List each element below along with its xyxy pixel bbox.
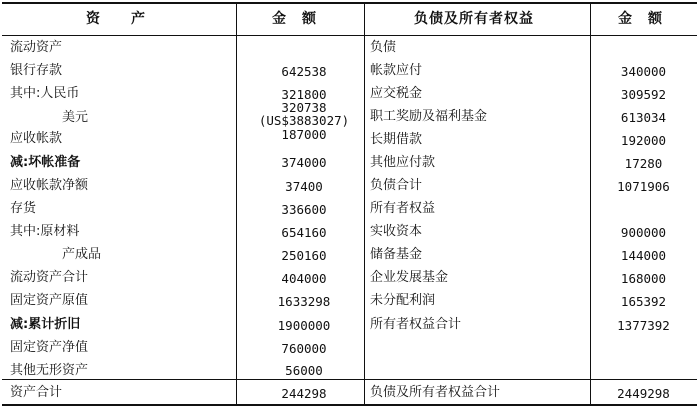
liability-label: 长期借款 bbox=[370, 132, 423, 147]
liability-label: 职工奖励及福利基金 bbox=[370, 109, 488, 124]
asset-value-usd: (US$3883027) bbox=[258, 113, 350, 128]
liability-value: 168000 bbox=[620, 271, 667, 286]
liability-value: 1377392 bbox=[617, 318, 670, 333]
asset-label: 美元 bbox=[62, 110, 89, 125]
top-rule bbox=[2, 2, 697, 4]
asset-label: 其他无形资产 bbox=[10, 363, 89, 378]
asset-value: 760000 bbox=[281, 341, 327, 356]
bottom-rule bbox=[2, 404, 697, 406]
asset-label: 减:累计折旧 bbox=[10, 317, 81, 332]
asset-label: 应收帐款净额 bbox=[10, 178, 89, 193]
asset-value: 56000 bbox=[285, 363, 323, 378]
liability-label: 未分配利润 bbox=[370, 293, 436, 308]
asset-label: 应收帐款 bbox=[10, 131, 63, 146]
liability-value: 17280 bbox=[624, 156, 663, 171]
liability-label: 其他应付款 bbox=[370, 155, 436, 170]
asset-label: 固定资产原值 bbox=[10, 293, 89, 308]
asset-value: 250160 bbox=[281, 248, 327, 263]
asset-value: 321800 bbox=[281, 87, 327, 102]
asset-label: 其中:人民币 bbox=[10, 86, 80, 101]
liability-label: 所有者权益合计 bbox=[370, 317, 462, 332]
asset-value: 37400 bbox=[285, 179, 323, 194]
asset-value: 320738 bbox=[281, 100, 327, 115]
balance-sheet-table bbox=[2, 2, 697, 406]
asset-value: 1633298 bbox=[277, 294, 331, 309]
liability-label: 应交税金 bbox=[370, 86, 423, 101]
liability-value: 144000 bbox=[620, 248, 667, 263]
asset-label: 固定资产净值 bbox=[10, 340, 89, 355]
asset-value: 336600 bbox=[281, 202, 327, 217]
asset-label: 存货 bbox=[10, 201, 37, 216]
liability-label: 负债合计 bbox=[370, 178, 423, 193]
asset-value: 1900000 bbox=[277, 318, 331, 333]
liability-value: 309592 bbox=[620, 87, 667, 102]
assets-total-value: 244298 bbox=[281, 386, 327, 401]
liability-label: 企业发展基金 bbox=[370, 270, 449, 285]
asset-value: 404000 bbox=[281, 271, 327, 286]
asset-value: 654160 bbox=[281, 225, 327, 240]
asset-label: 产成品 bbox=[62, 247, 102, 262]
liability-label: 储备基金 bbox=[370, 247, 423, 262]
asset-value: 187000 bbox=[281, 127, 327, 142]
asset-label: 其中:原材料 bbox=[10, 224, 80, 239]
liability-label: 所有者权益 bbox=[370, 201, 436, 216]
asset-label: 流动资产合计 bbox=[10, 270, 89, 285]
liability-value: 192000 bbox=[620, 133, 667, 148]
asset-value: 642538 bbox=[281, 64, 327, 79]
liabilities-total-value: 2449298 bbox=[617, 386, 670, 401]
liability-value: 1071906 bbox=[617, 179, 670, 194]
liability-value: 900000 bbox=[620, 225, 667, 240]
liability-label: 帐款应付 bbox=[370, 63, 423, 78]
liabilities-total-label: 负债及所有者权益合计 bbox=[370, 385, 501, 400]
total-rule bbox=[2, 379, 697, 380]
liability-label: 实收资本 bbox=[370, 224, 423, 239]
liability-value: 613034 bbox=[620, 110, 667, 125]
asset-label: 减:坏帐准备 bbox=[10, 155, 81, 170]
header-assets: 资 产 bbox=[86, 11, 146, 27]
header-liabilities-equity: 负债及所有者权益 bbox=[414, 11, 534, 27]
header-rule bbox=[2, 35, 697, 36]
asset-value: 374000 bbox=[281, 155, 327, 170]
asset-label: 银行存款 bbox=[10, 63, 63, 78]
header-amount-liabilities: 金 额 bbox=[618, 11, 663, 27]
liability-label: 负债 bbox=[370, 40, 397, 55]
header-amount-assets: 金 额 bbox=[272, 11, 317, 27]
liability-value: 165392 bbox=[620, 294, 667, 309]
asset-label: 流动资产 bbox=[10, 40, 63, 55]
assets-total-label: 资产合计 bbox=[10, 385, 63, 400]
column-divider-1 bbox=[236, 2, 237, 406]
liability-value: 340000 bbox=[620, 64, 667, 79]
column-divider-3 bbox=[590, 2, 591, 406]
